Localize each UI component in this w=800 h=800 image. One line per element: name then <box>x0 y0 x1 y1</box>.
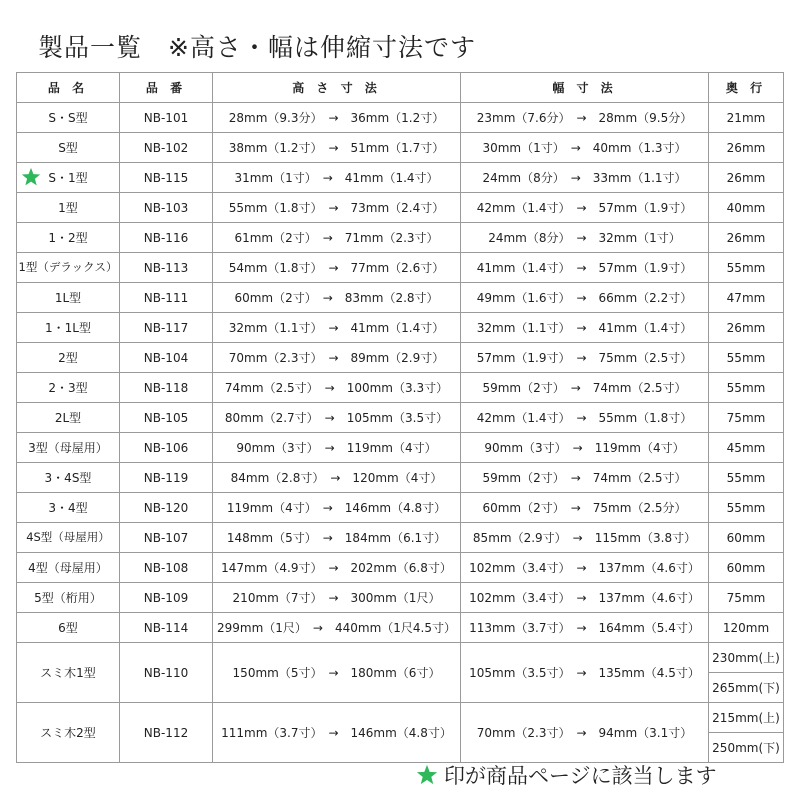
height-range: 60mm（2寸） → 83mm（2.8寸） <box>213 283 461 313</box>
product-name <box>17 433 120 463</box>
width-range: 90mm（3寸） → 119mm（4寸） <box>461 433 709 463</box>
product-number: NB-113 <box>120 253 213 283</box>
product-name <box>17 403 120 433</box>
product-name <box>17 493 120 523</box>
depth-value: 60mm <box>709 553 784 583</box>
product-name <box>17 373 120 403</box>
width-range: 102mm（3.4寸） → 137mm（4.6寸） <box>461 583 709 613</box>
product-name <box>17 133 120 163</box>
width-range: 105mm（3.5寸） → 135mm（4.5寸） <box>461 643 709 703</box>
product-number: NB-120 <box>120 493 213 523</box>
product-number: NB-107 <box>120 523 213 553</box>
height-range: 84mm（2.8寸） → 120mm（4寸） <box>213 463 461 493</box>
product-number: NB-109 <box>120 583 213 613</box>
height-range: 90mm（3寸） → 119mm（4寸） <box>213 433 461 463</box>
height-range: 32mm（1.1寸） → 41mm（1.4寸） <box>213 313 461 343</box>
table-row <box>17 283 784 313</box>
depth-value: 55mm <box>709 373 784 403</box>
height-range: 150mm（5寸） → 180mm（6寸） <box>213 643 461 703</box>
product-name <box>17 253 120 283</box>
product-name <box>17 553 120 583</box>
table-row <box>17 253 784 283</box>
table-row <box>17 403 784 433</box>
table-row <box>17 433 784 463</box>
product-number: NB-118 <box>120 373 213 403</box>
product-number: NB-105 <box>120 403 213 433</box>
product-name-text: 1L型 <box>54 291 82 305</box>
header-number: 品 番 <box>120 73 213 103</box>
product-number: NB-117 <box>120 313 213 343</box>
product-number: NB-112 <box>120 703 213 763</box>
table-row <box>17 463 784 493</box>
table-row <box>17 343 784 373</box>
product-name <box>17 283 120 313</box>
table-row <box>17 643 784 673</box>
depth-value: 26mm <box>709 313 784 343</box>
product-number: NB-104 <box>120 343 213 373</box>
depth-value: 55mm <box>709 253 784 283</box>
table-body <box>17 103 784 763</box>
footer-note <box>416 760 717 790</box>
product-name-text: 3・4型 <box>48 501 88 515</box>
depth-top: 230mm(上) <box>709 643 784 673</box>
width-range: 70mm（2.3寸） → 94mm（3.1寸） <box>461 703 709 763</box>
product-number: NB-101 <box>120 103 213 133</box>
width-range: 32mm（1.1寸） → 41mm（1.4寸） <box>461 313 709 343</box>
width-range: 23mm（7.6分） → 28mm（9.5分） <box>461 103 709 133</box>
product-name-text: 6型 <box>58 621 78 635</box>
product-name-text: 3・4S型 <box>44 471 92 485</box>
star-icon <box>21 167 41 187</box>
depth-value: 55mm <box>709 463 784 493</box>
height-range: 28mm（9.3分） → 36mm（1.2寸） <box>213 103 461 133</box>
product-name-text: 5型（桁用） <box>34 591 102 605</box>
depth-value: 26mm <box>709 223 784 253</box>
product-number: NB-114 <box>120 613 213 643</box>
width-range: 24mm（8分） → 32mm（1寸） <box>461 223 709 253</box>
height-range: 148mm（5寸） → 184mm（6.1寸） <box>213 523 461 553</box>
product-name <box>17 613 120 643</box>
header-name: 品 名 <box>17 73 120 103</box>
table-row <box>17 703 784 733</box>
product-table <box>16 72 784 763</box>
star-icon <box>416 764 438 786</box>
product-name-text: 1・2型 <box>48 231 88 245</box>
product-number: NB-119 <box>120 463 213 493</box>
product-number: NB-103 <box>120 193 213 223</box>
product-number: NB-111 <box>120 283 213 313</box>
depth-value: 26mm <box>709 133 784 163</box>
height-range: 210mm（7寸） → 300mm（1尺） <box>213 583 461 613</box>
table-row <box>17 163 784 193</box>
depth-value: 21mm <box>709 103 784 133</box>
height-range: 31mm（1寸） → 41mm（1.4寸） <box>213 163 461 193</box>
depth-value: 60mm <box>709 523 784 553</box>
width-range: 41mm（1.4寸） → 57mm（1.9寸） <box>461 253 709 283</box>
product-name <box>17 343 120 373</box>
product-name-text: 1型 <box>58 201 78 215</box>
table-header-row <box>17 73 784 103</box>
product-name: スミ木1型 <box>17 643 120 703</box>
width-range: 60mm（2寸） → 75mm（2.5分） <box>461 493 709 523</box>
header-height: 高 さ 寸 法 <box>213 73 461 103</box>
table-row <box>17 553 784 583</box>
width-range: 59mm（2寸） → 74mm（2.5寸） <box>461 463 709 493</box>
width-range: 57mm（1.9寸） → 75mm（2.5寸） <box>461 343 709 373</box>
depth-value: 47mm <box>709 283 784 313</box>
width-range: 42mm（1.4寸） → 57mm（1.9寸） <box>461 193 709 223</box>
product-name-text: S・S型 <box>48 111 88 125</box>
product-name-text: 1・1L型 <box>45 321 91 335</box>
depth-bottom: 250mm(下) <box>709 733 784 763</box>
depth-value: 75mm <box>709 583 784 613</box>
page-title: 製品一覧 ※高さ・幅は伸縮寸法です <box>38 33 476 62</box>
product-name-text: 2L型 <box>54 411 82 425</box>
depth-value: 40mm <box>709 193 784 223</box>
product-name <box>17 523 120 553</box>
product-name-text: S型 <box>58 141 78 155</box>
header-depth: 奥 行 <box>709 73 784 103</box>
product-name <box>17 103 120 133</box>
height-range: 80mm（2.7寸） → 105mm（3.5寸） <box>213 403 461 433</box>
width-range: 59mm（2寸） → 74mm（2.5寸） <box>461 373 709 403</box>
depth-value: 120mm <box>709 613 784 643</box>
table-row <box>17 313 784 343</box>
table-row <box>17 223 784 253</box>
table-row <box>17 133 784 163</box>
product-number: NB-108 <box>120 553 213 583</box>
product-number: NB-102 <box>120 133 213 163</box>
table-row <box>17 103 784 133</box>
depth-value: 45mm <box>709 433 784 463</box>
table-row <box>17 373 784 403</box>
product-name <box>17 223 120 253</box>
depth-value: 75mm <box>709 403 784 433</box>
depth-value: 26mm <box>709 163 784 193</box>
height-range: 70mm（2.3寸） → 89mm（2.9寸） <box>213 343 461 373</box>
product-number: NB-115 <box>120 163 213 193</box>
product-name <box>17 163 120 193</box>
product-name-text: S・1型 <box>48 171 88 185</box>
table-row <box>17 613 784 643</box>
width-range: 85mm（2.9寸） → 115mm（3.8寸） <box>461 523 709 553</box>
product-number: NB-116 <box>120 223 213 253</box>
product-number: NB-110 <box>120 643 213 703</box>
depth-value: 55mm <box>709 343 784 373</box>
product-name-text: 3型（母屋用） <box>28 441 108 455</box>
product-name-text: 2・3型 <box>48 381 88 395</box>
depth-value: 55mm <box>709 493 784 523</box>
width-range: 30mm（1寸） → 40mm（1.3寸） <box>461 133 709 163</box>
height-range: 54mm（1.8寸） → 77mm（2.6寸） <box>213 253 461 283</box>
width-range: 102mm（3.4寸） → 137mm（4.6寸） <box>461 553 709 583</box>
footer-note-text: 印が商品ページに該当します <box>444 764 717 788</box>
product-name-text: 4型（母屋用） <box>28 561 108 575</box>
product-name <box>17 463 120 493</box>
height-range: 61mm（2寸） → 71mm（2.3寸） <box>213 223 461 253</box>
product-name-text: 4S型（母屋用） <box>26 530 110 544</box>
depth-top: 215mm(上) <box>709 703 784 733</box>
height-range: 119mm（4寸） → 146mm（4.8寸） <box>213 493 461 523</box>
product-name <box>17 583 120 613</box>
table-row <box>17 493 784 523</box>
height-range: 111mm（3.7寸） → 146mm（4.8寸） <box>213 703 461 763</box>
product-name: スミ木2型 <box>17 703 120 763</box>
table-row <box>17 583 784 613</box>
product-name <box>17 193 120 223</box>
height-range: 55mm（1.8寸） → 73mm（2.4寸） <box>213 193 461 223</box>
depth-bottom: 265mm(下) <box>709 673 784 703</box>
product-name-text: 1型（デラックス） <box>18 260 118 274</box>
product-name <box>17 313 120 343</box>
header-width: 幅 寸 法 <box>461 73 709 103</box>
width-range: 113mm（3.7寸） → 164mm（5.4寸） <box>461 613 709 643</box>
table-row <box>17 523 784 553</box>
product-name-text: 2型 <box>58 351 78 365</box>
width-range: 42mm（1.4寸） → 55mm（1.8寸） <box>461 403 709 433</box>
height-range: 74mm（2.5寸） → 100mm（3.3寸） <box>213 373 461 403</box>
product-number: NB-106 <box>120 433 213 463</box>
table-row <box>17 193 784 223</box>
height-range: 147mm（4.9寸） → 202mm（6.8寸） <box>213 553 461 583</box>
width-range: 49mm（1.6寸） → 66mm（2.2寸） <box>461 283 709 313</box>
height-range: 299mm（1尺） → 440mm（1尺4.5寸） <box>213 613 461 643</box>
width-range: 24mm（8分） → 33mm（1.1寸） <box>461 163 709 193</box>
height-range: 38mm（1.2寸） → 51mm（1.7寸） <box>213 133 461 163</box>
